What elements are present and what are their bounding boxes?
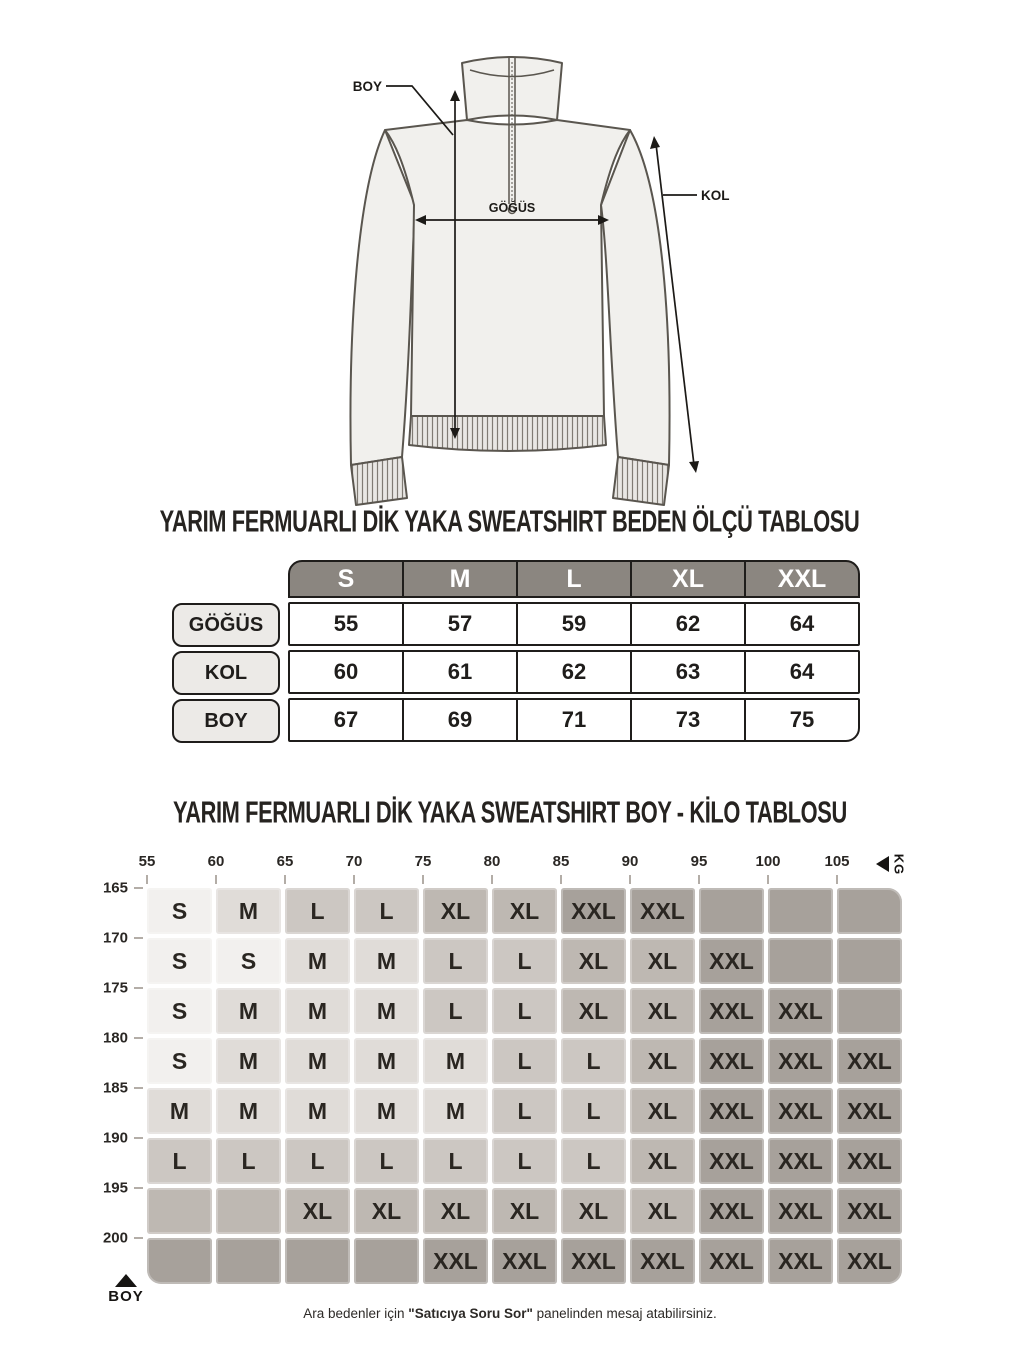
sweatshirt-diagram <box>320 28 780 506</box>
footer-note-bold: "Satıcıya Soru Sor" <box>408 1306 533 1321</box>
weight-tick-label: 90 <box>621 853 639 870</box>
weight-tick-label: 55 <box>138 853 156 870</box>
hw-size-cell: XL <box>423 1188 488 1234</box>
size-value-cell: 63 <box>630 652 744 692</box>
hw-size-cell: XL <box>630 1138 695 1184</box>
weight-tick-mark <box>629 875 631 884</box>
size-value-cell: 69 <box>402 700 516 740</box>
up-arrow-icon <box>115 1274 137 1287</box>
height-tick-mark <box>134 1237 143 1239</box>
weight-tick-label: 105 <box>824 853 850 870</box>
hw-size-cell: XXL <box>837 1088 902 1134</box>
hw-size-cell: XXL <box>768 1138 833 1184</box>
size-row-label: BOY <box>172 699 280 743</box>
hw-size-cell: XXL <box>630 888 695 934</box>
hw-size-cell: L <box>147 1138 212 1184</box>
weight-tick-label: 60 <box>207 853 225 870</box>
hw-size-cell: XL <box>492 888 557 934</box>
height-tick-label: 195 <box>102 1179 128 1197</box>
hw-size-cell: L <box>492 938 557 984</box>
boy-axis-text: BOY <box>108 1288 144 1305</box>
left-arrow-icon <box>876 856 889 872</box>
diagram-chest-label: GÖĞÜS <box>488 201 536 215</box>
hw-empty-cell <box>354 1238 419 1284</box>
size-value-cell: 62 <box>516 652 630 692</box>
hw-empty-cell <box>837 988 902 1034</box>
hw-size-cell: M <box>354 1088 419 1134</box>
weight-tick-mark <box>284 875 286 884</box>
height-tick-label: 175 <box>102 979 128 997</box>
hw-size-cell: XXL <box>699 1088 764 1134</box>
hw-size-cell: M <box>285 1038 350 1084</box>
hw-size-cell: XL <box>630 938 695 984</box>
size-value-cell: 62 <box>630 604 744 644</box>
hw-size-cell: XXL <box>837 1238 902 1284</box>
hw-empty-cell <box>699 888 764 934</box>
hw-size-cell: M <box>216 888 281 934</box>
height-tick-mark <box>134 937 143 939</box>
hw-size-cell: XXL <box>699 988 764 1034</box>
hw-empty-cell <box>147 1188 212 1234</box>
height-tick-mark <box>134 1087 143 1089</box>
hw-size-cell: XL <box>354 1188 419 1234</box>
hw-size-cell: L <box>354 1138 419 1184</box>
hw-size-cell: M <box>285 1088 350 1134</box>
size-table-main <box>288 560 860 743</box>
hw-size-cell: L <box>492 1138 557 1184</box>
size-value-cell: 59 <box>516 604 630 644</box>
hw-size-cell: S <box>147 1038 212 1084</box>
size-column-header: XL <box>630 562 744 596</box>
size-column-header: L <box>516 562 630 596</box>
boy-axis-label <box>100 1274 152 1305</box>
footer-note <box>0 1306 1020 1321</box>
hw-size-cell: L <box>561 1038 626 1084</box>
size-value-cell: 61 <box>402 652 516 692</box>
size-table-title <box>0 506 1020 538</box>
hw-size-cell: XXL <box>699 1188 764 1234</box>
size-table-row <box>288 650 860 694</box>
weight-tick-mark <box>146 875 148 884</box>
hw-size-cell: XL <box>423 888 488 934</box>
hw-size-cell: XL <box>630 1088 695 1134</box>
hw-size-cell: M <box>285 988 350 1034</box>
hw-empty-cell <box>837 938 902 984</box>
hw-size-cell: XXL <box>768 988 833 1034</box>
hw-size-cell: XXL <box>699 1138 764 1184</box>
weight-tick-label: 65 <box>276 853 294 870</box>
weight-tick-mark <box>560 875 562 884</box>
size-table-body <box>288 602 860 742</box>
hw-size-cell: L <box>285 1138 350 1184</box>
hw-size-cell: XXL <box>768 1038 833 1084</box>
size-value-cell: 67 <box>333 707 359 732</box>
hw-size-cell: L <box>354 888 419 934</box>
hw-size-cell: M <box>423 1038 488 1084</box>
hw-size-cell: L <box>423 1138 488 1184</box>
size-table-row-labels <box>172 603 280 743</box>
weight-tick-label: 80 <box>483 853 501 870</box>
size-column-header: XXL <box>744 562 858 596</box>
size-value-cell: 64 <box>744 604 858 644</box>
weight-tick-mark <box>698 875 700 884</box>
hw-size-cell: XXL <box>423 1238 488 1284</box>
hw-empty-cell <box>768 938 833 984</box>
hw-size-cell: M <box>354 1038 419 1084</box>
height-tick-mark <box>134 1137 143 1139</box>
weight-tick-mark <box>422 875 424 884</box>
hw-size-cell: M <box>423 1088 488 1134</box>
height-weight-chart <box>90 850 970 1320</box>
height-tick-mark <box>134 1187 143 1189</box>
hw-empty-cell <box>216 1188 281 1234</box>
footer-note-suffix: panelinden mesaj atabilirsiniz. <box>532 1306 717 1321</box>
weight-tick-mark <box>836 875 838 884</box>
hw-size-cell: XL <box>630 1188 695 1234</box>
hw-size-cell: XL <box>630 1038 695 1084</box>
hw-size-cell: XXL <box>768 1188 833 1234</box>
weight-tick-label: 70 <box>345 853 363 870</box>
hw-empty-cell <box>216 1238 281 1284</box>
hw-size-cell: XL <box>630 988 695 1034</box>
height-weight-title-text: YARIM FERMUARLI DİK YAKA SWEATSHIRT BOY - KİLO TABLOSU <box>173 795 847 830</box>
size-table-row <box>288 602 860 646</box>
hw-size-cell: S <box>147 938 212 984</box>
size-row-label: KOL <box>172 651 280 695</box>
height-tick-mark <box>134 887 143 889</box>
size-measurement-table <box>172 560 860 743</box>
hw-size-cell: L <box>423 988 488 1034</box>
weight-tick-label: 85 <box>552 853 570 870</box>
height-weight-title <box>0 797 1020 829</box>
diagram-length-label: BOY <box>352 79 382 94</box>
size-value-cell: 60 <box>333 659 359 684</box>
height-tick-label: 200 <box>102 1229 128 1247</box>
height-weight-grid <box>147 888 902 1284</box>
size-column-header: M <box>402 562 516 596</box>
hw-size-cell: L <box>285 888 350 934</box>
size-table-title-text: YARIM FERMUARLI DİK YAKA SWEATSHIRT BEDEN ÖLÇÜ TABLOSU <box>160 504 860 539</box>
hw-size-cell: XXL <box>561 1238 626 1284</box>
weight-tick-label: 95 <box>690 853 708 870</box>
weight-tick-label: 100 <box>755 853 781 870</box>
hw-size-cell: XXL <box>768 1088 833 1134</box>
hw-size-cell: XXL <box>837 1038 902 1084</box>
hw-size-cell: M <box>216 1088 281 1134</box>
hw-size-cell: XXL <box>699 1038 764 1084</box>
size-value-cell: 55 <box>333 611 359 636</box>
size-value-cell: 64 <box>744 652 858 692</box>
hw-size-cell: XXL <box>630 1238 695 1284</box>
hw-size-cell: M <box>216 988 281 1034</box>
hw-size-cell: XL <box>492 1188 557 1234</box>
hw-size-cell: L <box>492 1038 557 1084</box>
hw-size-cell: XXL <box>837 1138 902 1184</box>
hw-size-cell: M <box>285 938 350 984</box>
hw-size-cell: M <box>354 988 419 1034</box>
hw-size-cell: XXL <box>768 1238 833 1284</box>
hw-empty-cell <box>285 1238 350 1284</box>
height-tick-label: 180 <box>102 1029 128 1047</box>
size-table-header-row <box>288 560 860 598</box>
weight-tick-mark <box>215 875 217 884</box>
hw-size-cell: L <box>216 1138 281 1184</box>
size-row-label: GÖĞÜS <box>172 603 280 647</box>
hw-size-cell: XXL <box>492 1238 557 1284</box>
hw-size-cell: S <box>147 888 212 934</box>
size-value-cell: 57 <box>402 604 516 644</box>
sweatshirt-outline <box>350 57 669 505</box>
diagram-sleeve-label: KOL <box>701 188 730 203</box>
hw-size-cell: M <box>354 938 419 984</box>
size-value-cell: 71 <box>516 700 630 740</box>
weight-tick-mark <box>491 875 493 884</box>
hw-empty-cell <box>147 1238 212 1284</box>
hw-size-cell: S <box>147 988 212 1034</box>
hw-size-cell: S <box>216 938 281 984</box>
hw-size-cell: L <box>492 1088 557 1134</box>
height-tick-mark <box>134 1037 143 1039</box>
hw-size-cell: XXL <box>561 888 626 934</box>
weight-tick-mark <box>353 875 355 884</box>
hw-size-cell: XL <box>561 938 626 984</box>
hw-size-cell: XXL <box>699 938 764 984</box>
hw-size-cell: L <box>423 938 488 984</box>
hw-size-cell: XXL <box>837 1188 902 1234</box>
kg-axis-text: KG <box>891 853 907 875</box>
hw-empty-cell <box>768 888 833 934</box>
footer-note-prefix: Ara bedenler için <box>303 1306 409 1321</box>
weight-tick-mark <box>767 875 769 884</box>
size-value-cell: 75 <box>744 700 858 740</box>
hw-size-cell: XL <box>285 1188 350 1234</box>
size-table-row <box>288 698 860 742</box>
height-tick-label: 170 <box>102 929 128 947</box>
hw-empty-cell <box>837 888 902 934</box>
size-column-header: S <box>337 564 355 593</box>
hw-size-cell: L <box>561 1138 626 1184</box>
hw-size-cell: XL <box>561 1188 626 1234</box>
size-value-cell: 73 <box>630 700 744 740</box>
height-tick-label: 190 <box>102 1129 128 1147</box>
hw-size-cell: L <box>561 1088 626 1134</box>
height-tick-label: 185 <box>102 1079 128 1097</box>
hw-size-cell: M <box>216 1038 281 1084</box>
hw-size-cell: XL <box>561 988 626 1034</box>
height-tick-label: 165 <box>102 879 128 897</box>
kg-axis-label <box>876 853 910 875</box>
hw-size-cell: L <box>492 988 557 1034</box>
height-tick-mark <box>134 987 143 989</box>
weight-tick-label: 75 <box>414 853 432 870</box>
hw-size-cell: XXL <box>699 1238 764 1284</box>
hw-size-cell: M <box>147 1088 212 1134</box>
